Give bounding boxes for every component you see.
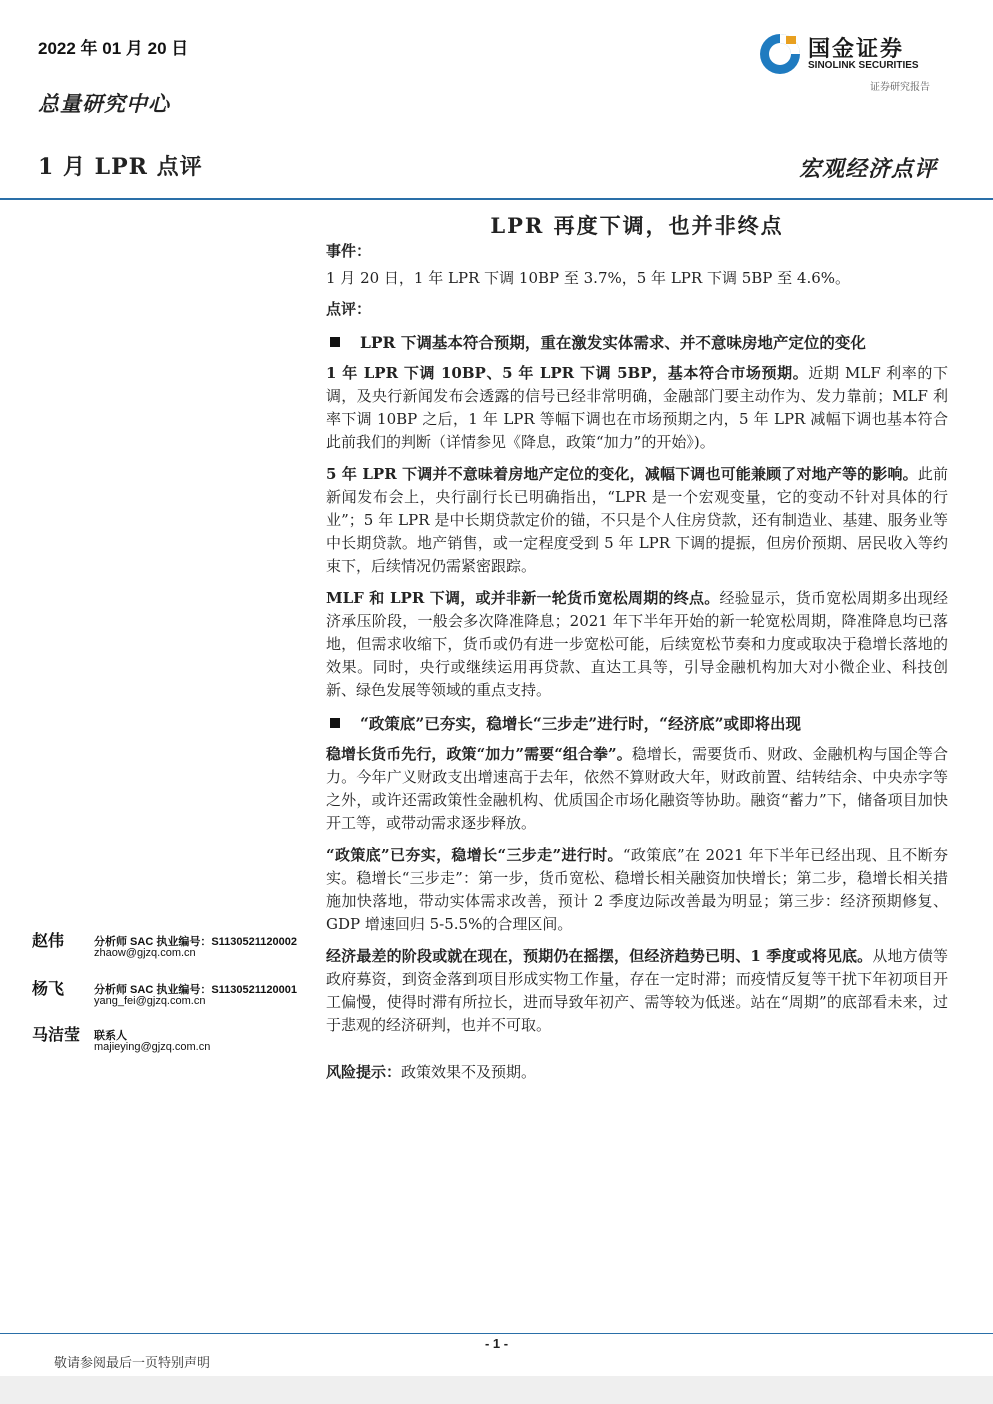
report-body xyxy=(326,240,948,1084)
square-bullet-icon xyxy=(330,718,340,728)
paragraph: 5 年 LPR 下调并不意味着房地产定位的变化，减幅下调也可能兼顾了对地产等的影响。此前新闻发布会上，央行副行长已明确指出，“LPR 是一个宏观变量，它的变动不针对具体的行业”；5 年 LPR 是中长期贷款定价的锚，不只是个人住房贷款，还有制造业、基建、服务业等中长期贷款。地产销售，或一定程度受到 5 年 LPR 下调的提振，但房价预期、居民收入等约束下，后续情况仍需紧密跟踪。 xyxy=(326,465,948,575)
event-text: 1 月 20 日，1 年 LPR 下调 10BP 至 3.7%，5 年 LPR 下调 5BP 至 4.6%。 xyxy=(326,269,851,287)
logo-subtitle: 证券研究报告 xyxy=(870,82,930,93)
report-category: 宏观经济点评 xyxy=(798,156,937,182)
analyst-role: 分析师 SAC 执业编号：S1130521120002 xyxy=(94,936,297,948)
research-center-name: 总量研究中心 xyxy=(38,91,170,116)
header-divider xyxy=(0,198,993,200)
event-label: 事件： xyxy=(326,242,372,260)
analyst-name: 马洁莹 xyxy=(32,1025,81,1044)
paragraph: 1 年 LPR 下调 10BP、5 年 LPR 下调 5BP，基本符合市场预期。近期 MLF 利率的下调，及央行新闻发布会透露的信号已经非常明确，金融部门要主动作为、发力靠前；MLF 利率下调 10BP 之后，1 年 LPR 等幅下调也在市场预期之内，5 年 LPR 减幅下调也基本符合此前我们的判断（详情参见《降息，政策“加力”的开始》)。 xyxy=(326,364,949,451)
paragraph: 经济最差的阶段或就在现在，预期仍在摇摆，但经济趋势已明、1 季度或将见底。从地方债等政府募资，到资金落到项目形成实物工作量，存在一定时滞；而疫情反复等干扰下年初项目开工偏慢，使得时滞有所拉长，进而导致年初产、需等较为低迷。站在“周期”的底部看未来，过于悲观的经济研判，也并不可取。 xyxy=(326,947,948,1034)
comment-label: 点评： xyxy=(326,300,372,318)
report-title: 1 月 LPR 点评 xyxy=(38,154,203,180)
paragraph: 稳增长货币先行，政策“加力”需要“组合拳”。稳增长，需要货币、财政、金融机构与国企等合力。今年广义财政支出增速高于去年，依然不算财政大年，财政前置、结转结余、中央赤字等之外，或许还需政策性金融机构、优质国企市场化融资等协助。融资“蓄力”下，储备项目加快开工等，或带动需求逐步释放。 xyxy=(326,745,948,832)
paragraph: “政策底”已夯实，稳增长“三步走”进行时。“政策底”在 2021 年下半年已经出现、且不断夯实。稳增长“三步走”：第一步，货币宽松、稳增长相关融资加快增长；第二步，稳增长相关措施加快落地，带动实体需求改善，预计 2 季度边际改善最为明显；第三步：经济预期修复、GDP 增速回归 5-5.5%的合理区间。 xyxy=(326,846,948,933)
analyst-email[interactable]: majieying@gjzq.com.cn xyxy=(94,1041,211,1053)
footer-divider xyxy=(0,1333,993,1334)
analyst-role: 分析师 SAC 执业编号：S1130521120001 xyxy=(94,984,297,996)
logo-english-name: SINOLINK SECURITIES xyxy=(808,60,919,71)
section-heading: “政策底”已夯实，稳增长“三步走”进行时，“经济底”或即将出现 xyxy=(326,712,948,735)
analyst-email[interactable]: zhaow@gjzq.com.cn xyxy=(94,947,196,959)
analyst-role: 联系人 xyxy=(94,1030,127,1042)
main-title: LPR 再度下调，也并非终点 xyxy=(490,213,784,238)
section-heading: LPR 下调基本符合预期，重在激发实体需求、并不意味房地产定位的变化 xyxy=(326,331,948,354)
footer-disclaimer: 敬请参阅最后一页特别声明 xyxy=(54,1356,211,1371)
report-date: 2022 年 01 月 20 日 xyxy=(38,39,189,58)
page-number: - 1 - xyxy=(484,1336,509,1351)
logo-mark-icon xyxy=(758,32,802,76)
page-bottom-strip xyxy=(0,1376,993,1404)
logo-chinese-name: 国金证券 xyxy=(808,37,905,62)
analyst-name: 赵伟 xyxy=(32,931,65,950)
risk-warning: 风险提示：政策效果不及预期。 xyxy=(326,1063,537,1081)
paragraph: MLF 和 LPR 下调，或并非新一轮货币宽松周期的终点。经验显示，货币宽松周期多出现经济承压阶段，一般会多次降准降息；2021 年下半年开始的新一轮宽松周期，降准降息均已落地，但需求收缩下，货币或仍有进一步宽松可能，后续宽松节奏和力度或取决于稳增长落地的效果。同时，央行或继续运用再贷款、直达工具等，引导金融机构加大对小微企业、科技创新、绿色发展等领域的重点支持。 xyxy=(326,589,948,699)
square-bullet-icon xyxy=(330,337,340,347)
analyst-name: 杨飞 xyxy=(32,979,65,998)
analyst-email[interactable]: yang_fei@gjzq.com.cn xyxy=(94,995,206,1007)
company-logo xyxy=(756,30,946,92)
